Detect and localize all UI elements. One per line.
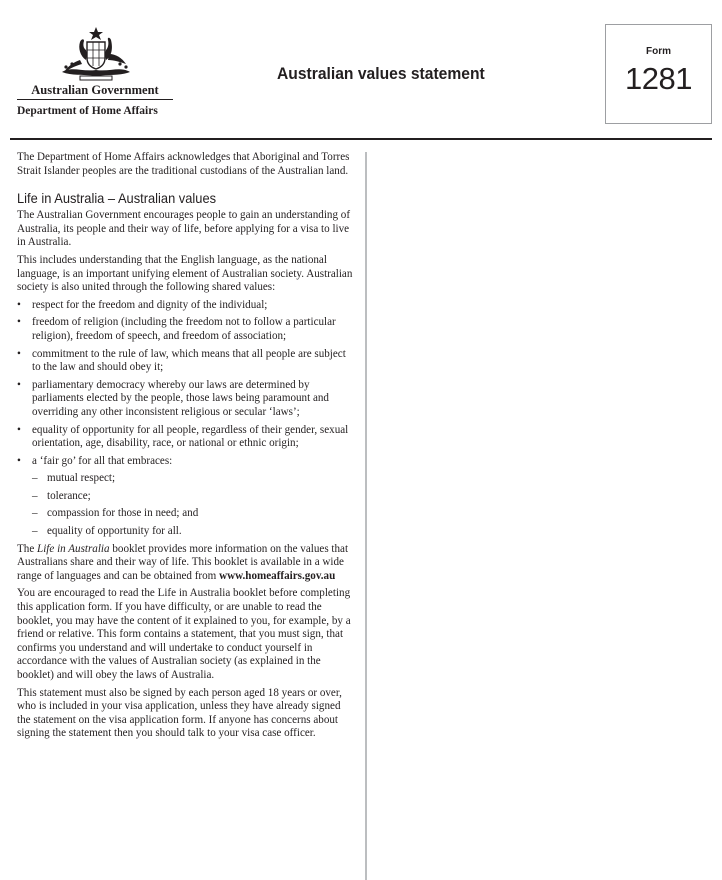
booklet-text-prefix: The	[17, 542, 38, 555]
form-label: Form	[646, 46, 671, 57]
form-number-box	[605, 24, 712, 124]
sub-list-item: – tolerance;	[32, 490, 353, 504]
form-body	[17, 151, 353, 745]
form-title: Australian values statement	[277, 64, 485, 83]
coat-of-arms-logo	[56, 26, 136, 82]
list-item	[17, 455, 353, 539]
booklet-text: booklet provides more information on the values that Australians share and their way of life. This booklet is available in a wide range of languages and can be obtained from	[17, 542, 349, 582]
website-link[interactable]: www.homeaffairs.gov.au	[219, 569, 336, 582]
values-intro-paragraph: This includes understanding that the English language, as the national language, is an important unifying element of Australian society. Australian society is also united through the following shared values:	[17, 253, 353, 294]
fair-go-list	[32, 472, 353, 538]
list-item-text: a ‘fair go’ for all that embraces:	[32, 454, 173, 467]
section-heading: Life in Australia – Australian values	[17, 190, 217, 207]
form-number: 1281	[625, 61, 692, 96]
logo-divider	[17, 99, 173, 100]
intro-paragraph: The Australian Government encourages people to gain an understanding of Australia, its people and their way of life, before applying for a visa to live in Australia.	[17, 209, 351, 249]
guidance-paragraph: You are encouraged to read the Life in Australia booklet before completing this application form. If you have difficulty, or are unable to read the booklet, you may have the content of it explained to you, for example, by a friend or relative. This form contains a statement, that you must sign, that confirms you understand and will undertake to conduct yourself in accordance with the values of Australian society (as explained in the booklet) and will obey the laws of Australia.	[17, 587, 351, 681]
values-list	[17, 299, 353, 539]
sub-list-item: – compassion for those in need; and	[32, 507, 353, 521]
signing-paragraph: This statement must also be signed by each person aged 18 years or over, who is included in your visa application, unless they have already signed the statement on the visa application form. If anyone has concerns about signing the statement then you should talk to your visa case officer.	[17, 686, 342, 740]
list-item: • parliamentary democracy whereby our laws are determined by parliaments elected by the people, those laws being paramount and overriding any other inconsistent religious or secular ‘laws’;	[17, 379, 353, 420]
sub-list-item: – equality of opportunity for all.	[32, 525, 353, 539]
list-item: • freedom of religion (including the freedom not to follow a particular religion), freedom of speech, and freedom of association;	[17, 316, 353, 343]
government-name: Australian Government	[31, 83, 159, 97]
column-divider	[365, 152, 367, 880]
header-divider	[10, 138, 712, 140]
booklet-paragraph	[17, 543, 353, 584]
sub-list-item: – mutual respect;	[32, 472, 353, 486]
booklet-title: Life in Australia	[37, 542, 110, 555]
list-item: • commitment to the rule of law, which means that all people are subject to the law and should obey it;	[17, 348, 353, 375]
acknowledgement-text: The Department of Home Affairs acknowledges that Aboriginal and Torres Strait Islander peoples are the traditional custodians of the Australian land.	[17, 151, 350, 177]
list-item: • equality of opportunity for all people, regardless of their gender, sexual orientation, age, disability, race, or national or ethnic origin;	[17, 424, 353, 451]
department-name: Department of Home Affairs	[17, 105, 158, 117]
list-item: • respect for the freedom and dignity of the individual;	[17, 299, 353, 313]
